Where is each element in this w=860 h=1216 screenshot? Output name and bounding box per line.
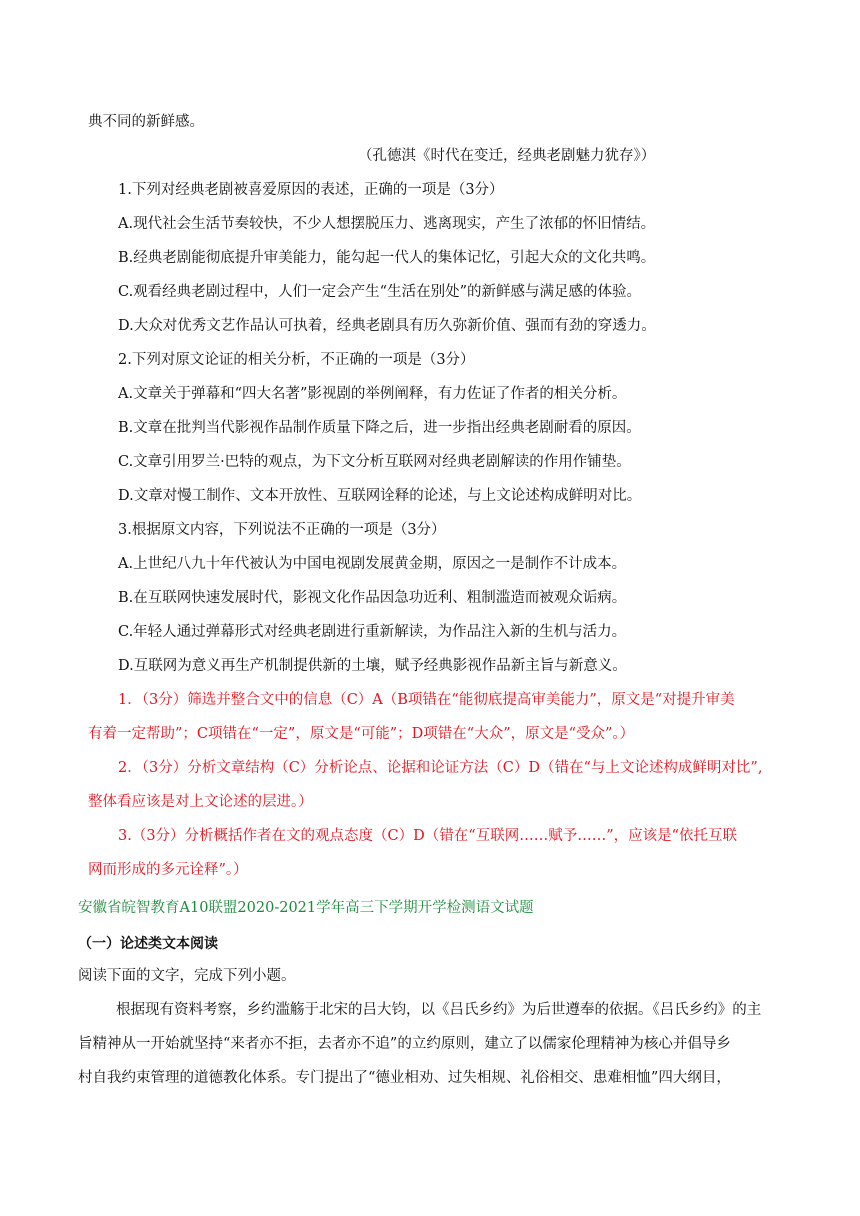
question-1-option-a: A.现代社会生活节奏较快，不少人想摆脱压力、逃离现实，产生了浓郁的怀旧情结。 — [118, 216, 656, 232]
question-1-option-d: D.大众对优秀文艺作品认可执着，经典老剧具有历久弥新价值、强而有劲的穿透力。 — [118, 318, 656, 334]
question-2-option-d: D.文章对慢工制作、文本开放性、互联网诠释的论述，与上文论述构成鲜明对比。 — [118, 488, 642, 504]
question-1-option-b: B.经典老剧能彻底提升审美能力，能勾起一代人的集体记忆，引起大众的文化共鸣。 — [118, 250, 656, 266]
intro-tail: 典不同的新鲜感。 — [88, 114, 204, 130]
section-heading: （一）论述类文本阅读 — [78, 936, 218, 952]
answer-1-line-2: 有着一定帮助”；C项错在“一定”，原文是“可能”；D项错在“大众”，原文是“受众”。） — [88, 726, 635, 742]
passage-line-1: 根据现有资料考察，乡约滥觞于北宋的吕大钧，以《吕氏乡约》为后世遵奉的依据。《吕氏乡约》的主 — [116, 1002, 762, 1018]
question-3-option-b: B.在互联网快速发展时代，影视文化作品因急功近利、粗制滥造而被观众诟病。 — [118, 590, 627, 606]
passage-line-2: 旨精神从一开始就坚持“来者亦不拒，去者亦不追”的立约原则，建立了以儒家伦理精神为核心并倡导乡 — [78, 1036, 731, 1052]
question-1-option-c: C.观看经典老剧过程中，人们一定会产生“生活在别处”的新鲜感与满足感的体验。 — [118, 284, 642, 300]
source-citation: （孔德淇《时代在变迁，经典老剧魅力犹存》） — [358, 148, 656, 164]
exam-title: 安徽省皖智教育A10联盟2020-2021学年高三下学期开学检测语文试题 — [78, 900, 534, 916]
reading-instruction: 阅读下面的文字，完成下列小题。 — [78, 968, 296, 984]
answer-3-line-1: 3.（3分）分析概括作者在文的观点态度（C）D（错在“互联网……赋予……”，应该是“依托互联 — [118, 828, 738, 844]
question-2-option-c: C.文章引用罗兰·巴特的观点，为下文分析互联网对经典老剧解读的作用作铺垫。 — [118, 454, 631, 470]
passage-line-3: 村自我约束管理的道德教化体系。专门提出了“德业相劝、过失相规、礼俗相交、患难相恤”四大纲目， — [78, 1070, 731, 1086]
question-2-stem: 2.下列对原文论证的相关分析，不正确的一项是（3分） — [118, 352, 475, 368]
question-3-option-c: C.年轻人通过弹幕形式对经典老剧进行重新解读，为作品注入新的生机与活力。 — [118, 624, 627, 640]
answer-2-line-2: 整体看应该是对上文论述的层进。） — [88, 794, 313, 810]
question-3-option-d: D.互联网为意义再生产机制提供新的土壤，赋予经典影视作品新主旨与新意义。 — [118, 658, 627, 674]
question-3-stem: 3.根据原文内容，下列说法不正确的一项是（3分） — [118, 522, 446, 538]
answer-3-line-2: 网而形成的多元诠释”。） — [88, 862, 248, 878]
question-1-stem: 1.下列对经典老剧被喜爱原因的表述，正确的一项是（3分） — [118, 182, 504, 198]
question-2-option-b: B.文章在批判当代影视作品制作质量下降之后，进一步指出经典老剧耐看的原因。 — [118, 420, 641, 436]
answer-2-line-1: 2．（3分）分析文章结构（C）分析论点、论据和论证方法（C）D（错在“与上文论述构成鲜明对比”, — [118, 760, 763, 776]
question-3-option-a: A.上世纪八九十年代被认为中国电视剧发展黄金期，原因之一是制作不计成本。 — [118, 556, 627, 572]
answer-1-line-1: 1．（3分）筛选并整合文中的信息（C）A（B项错在“能彻底提高审美能力”，原文是“对提升审美 — [118, 692, 735, 708]
question-2-option-a: A.文章关于弹幕和“四大名著”影视剧的举例阐释，有力佐证了作者的相关分析。 — [118, 386, 627, 402]
